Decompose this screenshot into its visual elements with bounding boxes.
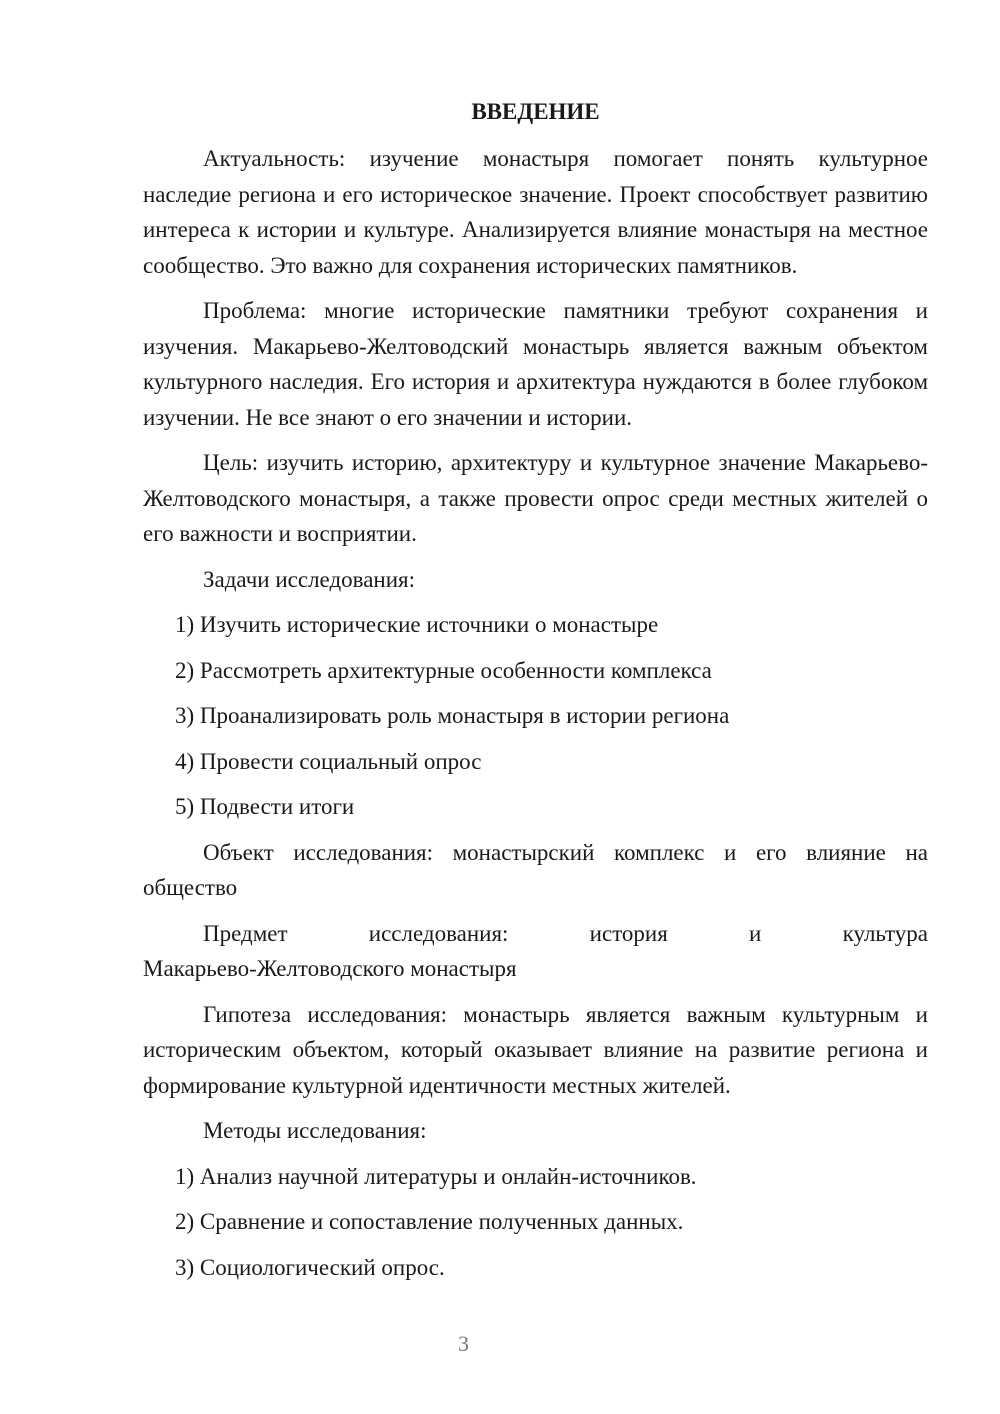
object-paragraph: Объект исследования: монастырский комплекс и его влияние на общество: [143, 839, 928, 900]
list-item: 4) Провести социальный опрос: [175, 748, 482, 774]
subject-line-2: Макарьево-Желтоводского монастыря: [143, 956, 517, 981]
tasks-list: [143, 607, 928, 825]
list-item: 5) Подвести итоги: [175, 794, 355, 819]
page-number: 3: [458, 1331, 469, 1356]
goal-paragraph: Цель: изучить историю, архитектуру и культурное значение Макарьево-Желтоводского монастыря, а также провести опрос среди местных жителей о его важности и восприятии.: [143, 450, 928, 546]
list-item: 1) Изучить исторические источники о монастыре: [175, 612, 659, 637]
relevance-paragraph: Актуальность: изучение монастыря помогает понять культурное наследие региона и его историческое значение. Проект способствует развитию интереса к истории и культуре. Анализируется влияние монастыря на местное сообщество. Это важно для сохранения исторических памятников.: [143, 146, 928, 278]
problem-paragraph: Проблема: многие исторические памятники требуют сохранения и изучения. Макарьево-Желтоводский монастырь является важным объектом культурного наследия. Его история и архитектура нуждаются в более глубоком изучении. Не все знают о его значении и истории.: [143, 298, 928, 430]
document-body: [143, 94, 928, 1295]
list-item: 3) Социологический опрос.: [175, 1254, 445, 1280]
methods-heading: Методы исследования:: [203, 1118, 427, 1143]
list-item: 2) Рассмотреть архитектурные особенности комплекса: [175, 657, 712, 683]
methods-list: [143, 1159, 928, 1286]
list-item: 3) Проанализировать роль монастыря в истории региона: [175, 703, 730, 728]
page-title: ВВЕДЕНИЕ: [471, 99, 600, 124]
subject-line-1: Предмет исследования: история и культура: [203, 920, 928, 946]
list-item: 2) Сравнение и сопоставление полученных данных.: [175, 1209, 684, 1234]
hypothesis-paragraph: Гипотеза исследования: монастырь является важным культурным и историческим объектом, который оказывает влияние на развитие региона и формирование культурной идентичности местных жителей.: [143, 1001, 928, 1098]
tasks-heading: Задачи исследования:: [203, 566, 416, 592]
list-item: 1) Анализ научной литературы и онлайн-источников.: [175, 1163, 697, 1189]
